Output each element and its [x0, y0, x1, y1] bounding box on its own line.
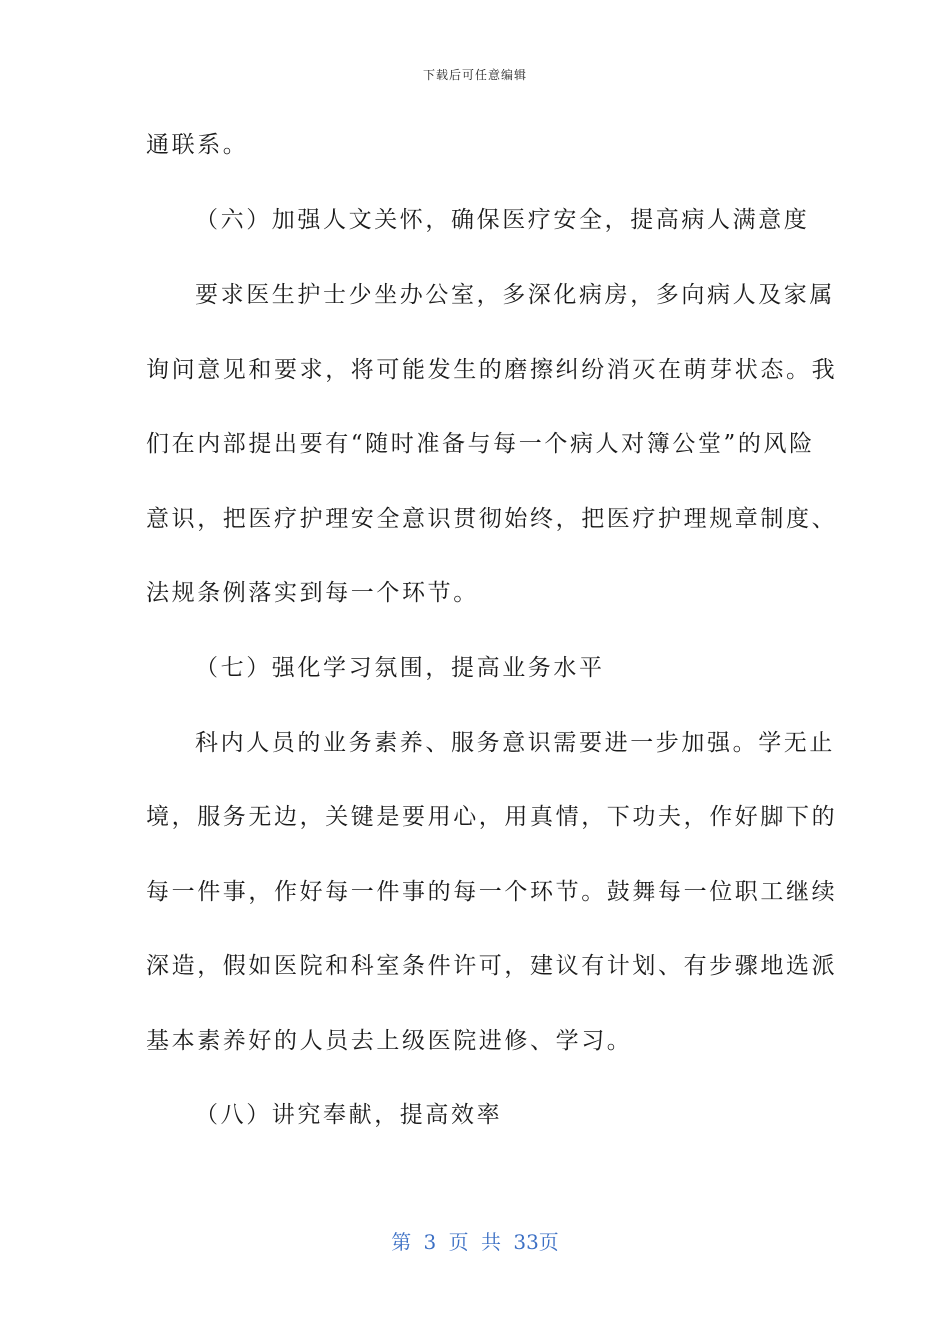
- page-header: 下载后可任意编辑: [422, 68, 527, 82]
- body-line: 基本素养好的人员去上级医院进修、学习。: [146, 1028, 633, 1054]
- section-heading: （八）讲究奉献，提高效率: [195, 1102, 503, 1128]
- body-line: 通联系。: [146, 132, 249, 158]
- body-line: 深造，假如医院和科室条件许可，建议有计划、有步骤地选派: [146, 953, 838, 979]
- body-line: 要求医生护士少坐办公室，多深化病房，多向病人及家属: [195, 282, 835, 308]
- body-line: 询问意见和要求，将可能发生的磨擦纠纷消灭在萌芽状态。我: [146, 357, 838, 383]
- body-line: 法规条例落实到每一个环节。: [146, 580, 479, 606]
- body-line: 每一件事，作好每一件事的每一个环节。鼓舞每一位职工继续: [146, 879, 838, 905]
- section-heading: （七）强化学习氛围，提高业务水平: [195, 655, 605, 681]
- section-heading: （六）加强人文关怀，确保医疗安全，提高病人满意度: [195, 207, 810, 233]
- body-line: 境，服务无边，关键是要用心，用真情，下功夫，作好脚下的: [146, 804, 838, 830]
- page-footer: 第 3 页 共 33页: [391, 1230, 559, 1254]
- body-line: 科内人员的业务素养、服务意识需要进一步加强。学无止: [195, 730, 835, 756]
- body-line: 们在内部提出要有“随时准备与每一个病人对簿公堂”的风险: [146, 431, 815, 457]
- body-line: 意识，把医疗护理安全意识贯彻始终，把医疗护理规章制度、: [146, 506, 838, 532]
